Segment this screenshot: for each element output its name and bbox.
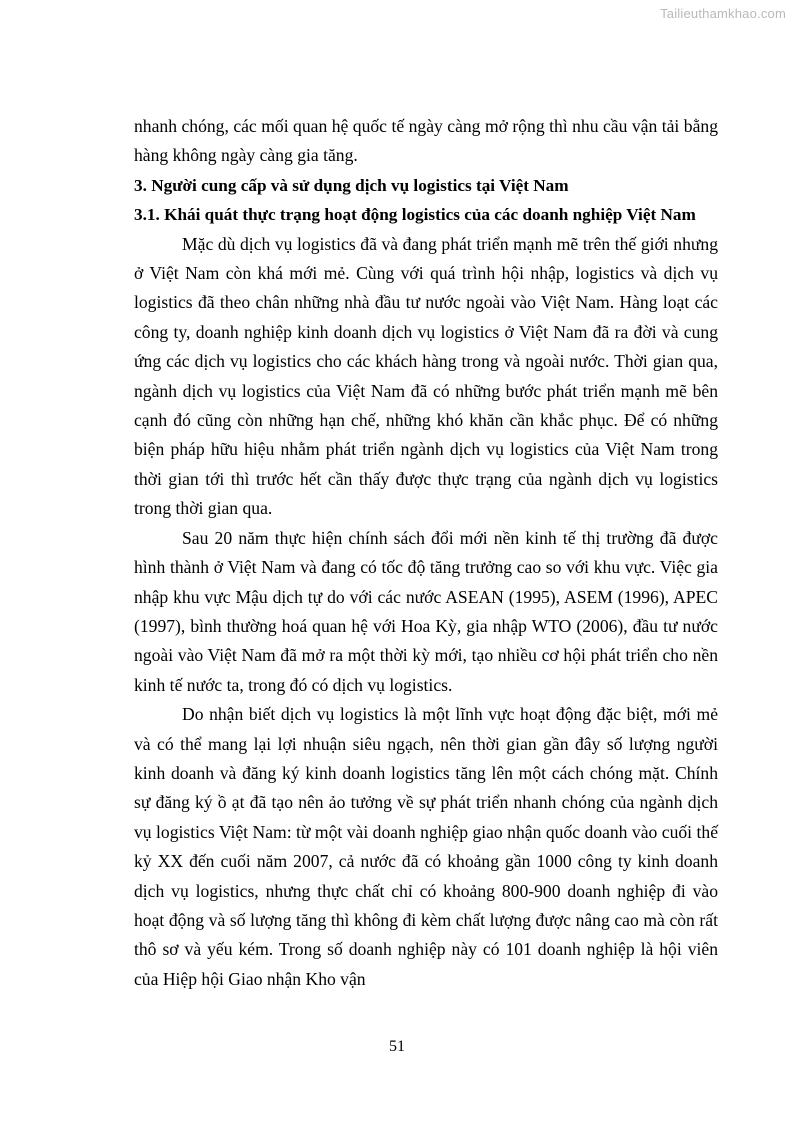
body-paragraph-1: Mặc dù dịch vụ logistics đã và đang phát triển mạnh mẽ trên thế giới nhưng ở Việt Nam còn khá mới mẻ. Cùng với quá trình hội nhập, logistics và dịch vụ logistics đã theo chân những nhà đầu tư nước ngoài vào Việt Nam. Hàng loạt các công ty, doanh nghiệp kinh doanh dịch vụ logistics ở Việt Nam đã ra đời và cung ứng các dịch vụ logistics cho các khách hàng trong và ngoài nước. Thời gian qua, ngành dịch vụ logistics của Việt Nam đã có những bước phát triển mạnh mẽ bên cạnh đó cũng còn những hạn chế, những khó khăn cần khắc phục. Để có những biện pháp hữu hiệu nhằm phát triển ngành dịch vụ logistics của Việt Nam trong thời gian tới thì trước hết cần thấy được thực trạng của ngành dịch vụ logistics trong thời gian qua. xyxy=(134,233,718,519)
watermark-text: Tailieuthamkhao.com xyxy=(660,6,786,21)
body-paragraph-3: Do nhận biết dịch vụ logistics là một lĩnh vực hoạt động đặc biệt, mới mẻ và có thể mang lại lợi nhuận siêu ngạch, nên thời gian gần đây số lượng người kinh doanh và đăng ký kinh doanh logistics tăng lên một cách chóng mặt. Chính sự đăng ký ồ ạt đã tạo nên ảo tưởng về sự phát triển nhanh chóng của ngành dịch vụ logistics Việt Nam: từ một vài doanh nghiệp giao nhận quốc doanh vào cuối thế kỷ XX đến cuối năm 2007, cả nước đã có khoảng gần 1000 công ty kinh doanh dịch vụ logistics, nhưng thực chất chỉ có khoảng 800-900 doanh nghiệp đi vào hoạt động và số lượng tăng thì không đi kèm chất lượng được nâng cao mà còn rất thô sơ và yếu kém. Trong số doanh nghiệp này có 101 doanh nghiệp là hội viên của Hiệp hội Giao nhận Kho vận xyxy=(134,704,718,989)
section-heading-3: 3. Người cung cấp và sử dụng dịch vụ logistics tại Việt Nam xyxy=(134,175,569,195)
subsection-heading-3-1: 3.1. Khái quát thực trạng hoạt động logistics của các doanh nghiệp Việt Nam xyxy=(134,205,696,225)
continuation-paragraph: nhanh chóng, các mối quan hệ quốc tế ngày càng mở rộng thì nhu cầu vận tải bằng hàng không ngày càng gia tăng. xyxy=(134,116,718,166)
body-paragraph-2: Sau 20 năm thực hiện chính sách đổi mới nền kinh tế thị trường đã được hình thành ở Việt Nam và đang có tốc độ tăng trưởng cao so với khu vực. Việc gia nhập khu vực Mậu dịch tự do với các nước ASEAN (1995), ASEM (1996), APEC (1997), bình thường hoá quan hệ với Hoa Kỳ, gia nhập WTO (2006), đầu tư nước ngoài vào Việt Nam đã mở ra một thời kỳ mới, tạo nhiều cơ hội phát triển cho nền kinh tế nước ta, trong đó có dịch vụ logistics. xyxy=(134,527,718,695)
page-number: 51 xyxy=(389,1038,405,1055)
document-body xyxy=(134,112,718,994)
